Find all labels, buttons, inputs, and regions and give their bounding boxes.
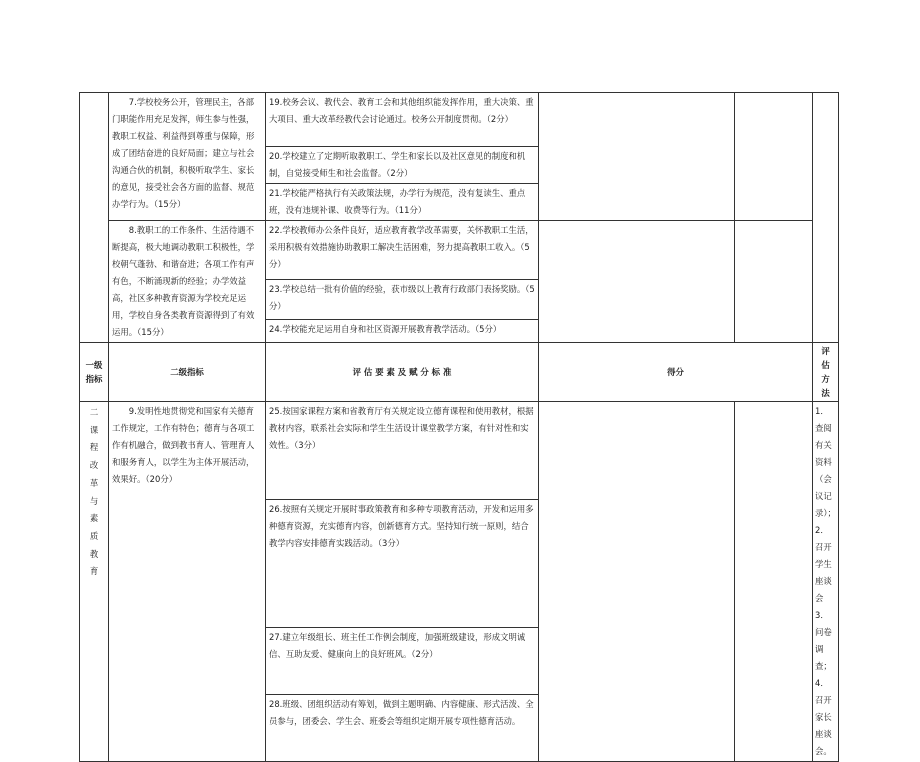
item-24: 24.学校能充足运用自身和社区资源开展教育教学活动。（5分） bbox=[266, 320, 539, 343]
method-3: 3．问卷调查； bbox=[815, 610, 832, 671]
score-cell bbox=[539, 93, 735, 221]
table-row bbox=[80, 402, 839, 500]
score-cell-2 bbox=[735, 93, 813, 221]
score-cell bbox=[539, 402, 735, 762]
method-1: 1．查阅有关资料（会议记录）； bbox=[815, 406, 836, 518]
item-28: 28.班级、团组织活动有筹划，做到主题明确、内容健康、形式活泼、全员参与，团委会、学生会、班委会等组织定期开展专项性德育活动。 bbox=[266, 695, 539, 762]
item-27: 27.建立年级组长、班主任工作例会制度，加强班级建设，形成文明诚信、互助友爱、健康向上的良好班风。（2分） bbox=[266, 628, 539, 695]
header-criteria: 评 估 要 素 及 赋 分 标 准 bbox=[266, 343, 539, 402]
table-row bbox=[80, 93, 839, 147]
item-22: 22.学校教师办公条件良好，适应教育教学改革需要，关怀教职工生活，采用积极有效措施协助教职工解决生活困难，努力提高教职工收入。（5分） bbox=[266, 221, 539, 280]
score-cell-2 bbox=[735, 221, 813, 343]
header-method: 评 估 方 法 bbox=[813, 343, 839, 402]
evaluation-table bbox=[79, 92, 839, 762]
header-row bbox=[80, 343, 839, 402]
criterion-7: 7.学校校务公开，管理民主，各部门职能作用充足发挥，师生参与性强，教职工权益、利益得到尊重与保障，形成了团结奋进的良好局面；建立与社会沟通合伙的机制，积极听取学生、家长的意见，接受社会各方面的监督、规范办学行为。（15分） bbox=[109, 93, 266, 221]
score-cell-2 bbox=[735, 402, 813, 762]
item-19: 19.校务会议、教代会、教育工会和其他组织能发挥作用，重大决策、重大项目、重大改革经教代会讨论通过。校务公开制度贯彻。（2分） bbox=[266, 93, 539, 147]
criterion-9: 9.发明性地贯彻党和国家有关德育工作规定，工作有特色；德育与各项工作有机融合，做到教书育人、管理育人和服务育人，以学生为主体开展活动，效果好。（20分） bbox=[109, 402, 266, 762]
method-cell bbox=[813, 402, 839, 762]
header-level1: 一级指标 bbox=[80, 343, 109, 402]
criterion-8: 8.教职工的工作条件、生活待遇不断提高，极大地调动教职工积极性，学校朝气蓬勃、和谐奋进；各项工作有声有色，不断涌现新的经验；办学效益高，社区多种教育资源为学校充足运用，学校自身各类教育资源得到了有效运用。（15分） bbox=[109, 221, 266, 343]
item-20: 20.学校建立了定期听取教职工、学生和家长以及社区意见的制度和机制，自觉接受师生和社会监督。（2分） bbox=[266, 147, 539, 184]
method-2: 2．召开学生座谈会 bbox=[815, 525, 832, 603]
header-level2: 二级指标 bbox=[109, 343, 266, 402]
level1-course-reform: 二 课 程 改 革 与 素 质 教 育 bbox=[80, 402, 109, 762]
item-21: 21.学校能严格执行有关政策法规，办学行为规范，没有复读生、重点班，没有违规补课、收费等行为。（11分） bbox=[266, 184, 539, 221]
item-25: 25.按国家课程方案和省教育厅有关规定设立德育课程和使用教材，根据教材内容，联系社会实际和学生生活设计课堂教学方案，有针对性和实效性。（3分） bbox=[266, 402, 539, 500]
score-cell bbox=[539, 221, 735, 343]
item-23: 23.学校总结一批有价值的经验，获市级以上教育行政部门表扬奖励。（5分） bbox=[266, 279, 539, 319]
header-score: 得分 bbox=[539, 343, 813, 402]
table-row bbox=[80, 221, 839, 280]
method-4: 4．召开家长座谈会。 bbox=[815, 678, 832, 756]
item-26: 26.按照有关规定开展时事政策教育和多种专项教育活动，开发和运用多种德育资源，充实德育内容，创新德育方式。坚持知行统一原则，结合教学内容安排德育实践活动。（3分） bbox=[266, 499, 539, 627]
method-cell-empty bbox=[813, 93, 839, 343]
level1-cell-empty bbox=[80, 93, 109, 343]
